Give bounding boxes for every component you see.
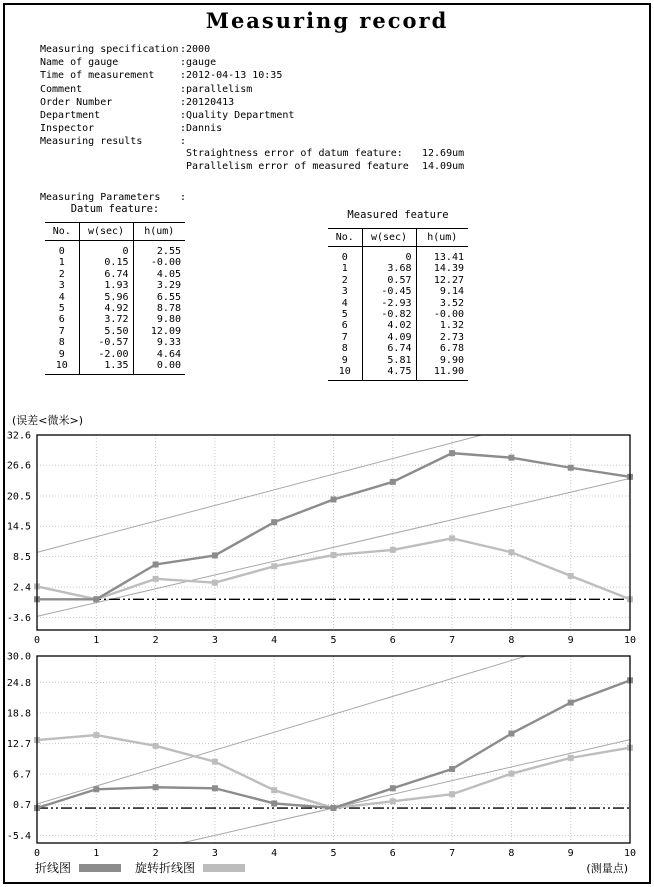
table-row: [328, 355, 468, 366]
svg-text:10: 10: [623, 848, 637, 859]
table-cell: 4.09: [362, 332, 416, 343]
table-cell: 4: [58, 291, 65, 303]
svg-text:1: 1: [93, 635, 100, 646]
table-row: [328, 275, 468, 286]
info-label: Department: [40, 109, 101, 121]
legend-swatch-rotated-polyline: [203, 864, 245, 872]
svg-text:4: 4: [271, 848, 278, 859]
table-cell: 3: [341, 286, 348, 298]
table-cell: 8.78: [133, 303, 185, 314]
table-row: [45, 241, 185, 258]
column-header: h(um): [416, 229, 468, 247]
table-cell: -0.57: [79, 337, 133, 348]
table-cell: 5.81: [362, 355, 416, 366]
info-label: Comment: [40, 83, 83, 95]
svg-text:1: 1: [93, 848, 100, 859]
svg-text:14.5: 14.5: [6, 521, 31, 533]
info-label: Measuring specification: [40, 44, 179, 55]
svg-text:3: 3: [211, 848, 218, 859]
table-cell: 6: [58, 314, 65, 326]
y-axis-unit-label: (误差<微米>): [12, 414, 84, 427]
table-row: [45, 303, 185, 314]
info-value: :: [180, 136, 187, 148]
table-row: [328, 366, 468, 381]
table-cell: 4.64: [133, 349, 185, 360]
result-label: Parallelism error of measured feature: [186, 161, 409, 173]
info-label: Order Number: [40, 96, 113, 108]
table-cell: 9: [341, 354, 348, 366]
table-cell: 5.96: [79, 292, 133, 303]
chart-legend: [35, 859, 259, 876]
svg-text:9: 9: [567, 635, 574, 646]
table-row: [45, 257, 185, 268]
table-row: [328, 332, 468, 343]
svg-text:12.7: 12.7: [6, 739, 31, 751]
svg-text:8: 8: [508, 635, 515, 646]
table-cell: 0: [362, 247, 416, 264]
column-header: No.: [335, 232, 354, 243]
info-row: [40, 110, 294, 123]
info-row: [40, 44, 294, 57]
table-cell: 3.52: [416, 298, 468, 309]
svg-text:5: 5: [330, 635, 337, 646]
measured-feature-block: [328, 209, 468, 381]
info-value: :parallelism: [180, 83, 253, 95]
svg-text:-5.4: -5.4: [6, 830, 31, 842]
table-row: [45, 314, 185, 325]
table-cell: 5.50: [79, 326, 133, 337]
table-cell: 9: [58, 348, 65, 360]
info-row: [40, 70, 294, 83]
column-header: No.: [52, 226, 71, 237]
table-row: [45, 360, 185, 375]
table-cell: 2: [58, 268, 65, 280]
svg-text:30.0: 30.0: [6, 651, 31, 663]
svg-text:5: 5: [330, 848, 337, 859]
datum-feature-block: [45, 203, 185, 375]
table-row: [328, 298, 468, 309]
column-header: h(um): [133, 223, 185, 241]
table-row: [45, 269, 185, 280]
table-cell: 0.00: [133, 360, 185, 375]
table-cell: 9.80: [133, 314, 185, 325]
info-row: [40, 57, 294, 70]
table-cell: 7: [341, 331, 348, 343]
table-cell: 6.74: [362, 343, 416, 354]
table-cell: 13.41: [416, 247, 468, 264]
svg-text:10: 10: [623, 635, 637, 646]
table-cell: 0: [58, 246, 65, 257]
datum-table-title: Datum feature:: [70, 203, 160, 215]
table-cell: 0: [341, 252, 348, 263]
table-cell: -0.45: [362, 286, 416, 297]
table-cell: 12.09: [133, 326, 185, 337]
legend-label-polyline: 折线图: [35, 861, 72, 875]
svg-text:32.6: 32.6: [6, 430, 31, 442]
datum-feature-table: [45, 222, 185, 375]
svg-text:0: 0: [33, 635, 41, 646]
table-row: [45, 349, 185, 360]
svg-text:4: 4: [271, 635, 278, 646]
measured-feature-table: [328, 228, 468, 381]
table-row: [328, 343, 468, 354]
table-cell: 6.74: [79, 269, 133, 280]
table-cell: 3: [58, 280, 65, 292]
table-cell: 4.02: [362, 320, 416, 331]
table-cell: 2.55: [133, 241, 185, 258]
table-row: [45, 326, 185, 337]
table-cell: -2.93: [362, 298, 416, 309]
table-cell: 4.92: [79, 303, 133, 314]
info-value: :gauge: [180, 57, 217, 69]
table-cell: 4.05: [133, 269, 185, 280]
column-header: w(sec): [362, 229, 416, 247]
table-cell: 2.73: [416, 332, 468, 343]
table-row: [45, 292, 185, 303]
info-row: [40, 84, 294, 97]
table-cell: 0.57: [362, 275, 416, 286]
table-cell: 0.15: [79, 257, 133, 268]
info-label: Name of gauge: [40, 57, 119, 69]
table-cell: 0: [79, 241, 133, 258]
table-cell: 10: [55, 360, 68, 372]
table-cell: 5: [58, 303, 65, 315]
table-cell: -2.00: [79, 349, 133, 360]
table-cell: 1.35: [79, 360, 133, 375]
measuring-results-block: [186, 148, 464, 174]
table-cell: 9.14: [416, 286, 468, 297]
table-row: [328, 309, 468, 320]
svg-text:3: 3: [211, 635, 218, 646]
parameters-value: :: [180, 192, 187, 203]
info-label: Time of measurement: [40, 70, 155, 82]
svg-text:0.7: 0.7: [12, 799, 31, 811]
svg-text:6.7: 6.7: [12, 769, 31, 781]
table-row: [328, 263, 468, 274]
info-value: :20120413: [180, 96, 235, 108]
svg-text:0: 0: [33, 848, 41, 859]
table-cell: 2: [341, 274, 348, 286]
datum-profile-chart: [0, 425, 654, 650]
table-cell: 14.39: [416, 263, 468, 274]
result-row: [186, 161, 464, 174]
table-cell: 7: [58, 325, 65, 337]
svg-text:26.6: 26.6: [6, 460, 31, 472]
table-cell: 4: [341, 297, 348, 309]
column-header: w(sec): [79, 223, 133, 241]
svg-text:2: 2: [152, 635, 159, 646]
table-cell: 8: [341, 343, 348, 355]
measuring-parameters-row: [40, 192, 186, 203]
svg-text:2.4: 2.4: [12, 582, 31, 594]
table-cell: 3.29: [133, 280, 185, 291]
table-cell: 11.90: [416, 366, 468, 381]
info-label: Measuring results: [40, 136, 143, 148]
info-value: :Quality Department: [180, 109, 295, 121]
svg-text:20.5: 20.5: [6, 491, 31, 503]
info-row: [40, 123, 294, 136]
table-row: [45, 337, 185, 348]
result-value: 14.09um: [422, 161, 465, 173]
table-cell: 1.32: [416, 320, 468, 331]
table-cell: 10: [338, 366, 351, 378]
page-title: Measuring record: [205, 8, 449, 33]
svg-text:9: 9: [567, 848, 574, 859]
table-row: [328, 247, 468, 264]
table-cell: 6.55: [133, 292, 185, 303]
svg-text:6: 6: [389, 635, 396, 646]
info-value: :2000: [180, 44, 211, 55]
measurement-info-list: [40, 44, 294, 150]
svg-text:7: 7: [449, 635, 456, 646]
table-cell: 6: [341, 320, 348, 332]
info-value: :2012-04-13 10:35: [180, 70, 283, 82]
x-axis-unit-label: (测量点): [586, 862, 628, 875]
svg-text:7: 7: [449, 848, 456, 859]
result-value: 12.69um: [422, 148, 465, 159]
svg-text:24.8: 24.8: [6, 677, 31, 689]
table-row: [328, 320, 468, 331]
svg-text:6: 6: [389, 848, 396, 859]
table-cell: 9.90: [416, 355, 468, 366]
table-cell: -0.00: [133, 257, 185, 268]
table-cell: 12.27: [416, 275, 468, 286]
table-cell: -0.82: [362, 309, 416, 320]
svg-text:8.5: 8.5: [12, 551, 31, 563]
table-cell: 5: [341, 309, 348, 321]
table-cell: 8: [58, 337, 65, 349]
svg-text:-3.6: -3.6: [6, 612, 31, 624]
info-label: Inspector: [40, 123, 95, 135]
result-label: Straightness error of datum feature:: [186, 148, 403, 159]
info-row: [40, 97, 294, 110]
table-cell: 1: [341, 263, 348, 275]
table-row: [45, 280, 185, 291]
table-cell: 3.68: [362, 263, 416, 274]
table-cell: -0.00: [416, 309, 468, 320]
info-value: :Dannis: [180, 123, 223, 135]
table-cell: 4.75: [362, 366, 416, 381]
table-cell: 1.93: [79, 280, 133, 291]
svg-text:18.8: 18.8: [6, 708, 31, 720]
parameters-label: Measuring Parameters: [40, 192, 161, 203]
legend-swatch-polyline: [79, 864, 121, 872]
svg-text:8: 8: [508, 848, 515, 859]
table-cell: 1: [58, 257, 65, 269]
measured-profile-chart: [0, 648, 654, 862]
table-cell: 9.33: [133, 337, 185, 348]
result-row: [186, 148, 464, 161]
legend-label-rotated-polyline: 旋转折线图: [135, 861, 196, 875]
table-row: [328, 286, 468, 297]
measured-table-title: Measured feature: [347, 209, 449, 221]
table-cell: 3.72: [79, 314, 133, 325]
table-cell: 6.78: [416, 343, 468, 354]
svg-text:2: 2: [152, 848, 159, 859]
